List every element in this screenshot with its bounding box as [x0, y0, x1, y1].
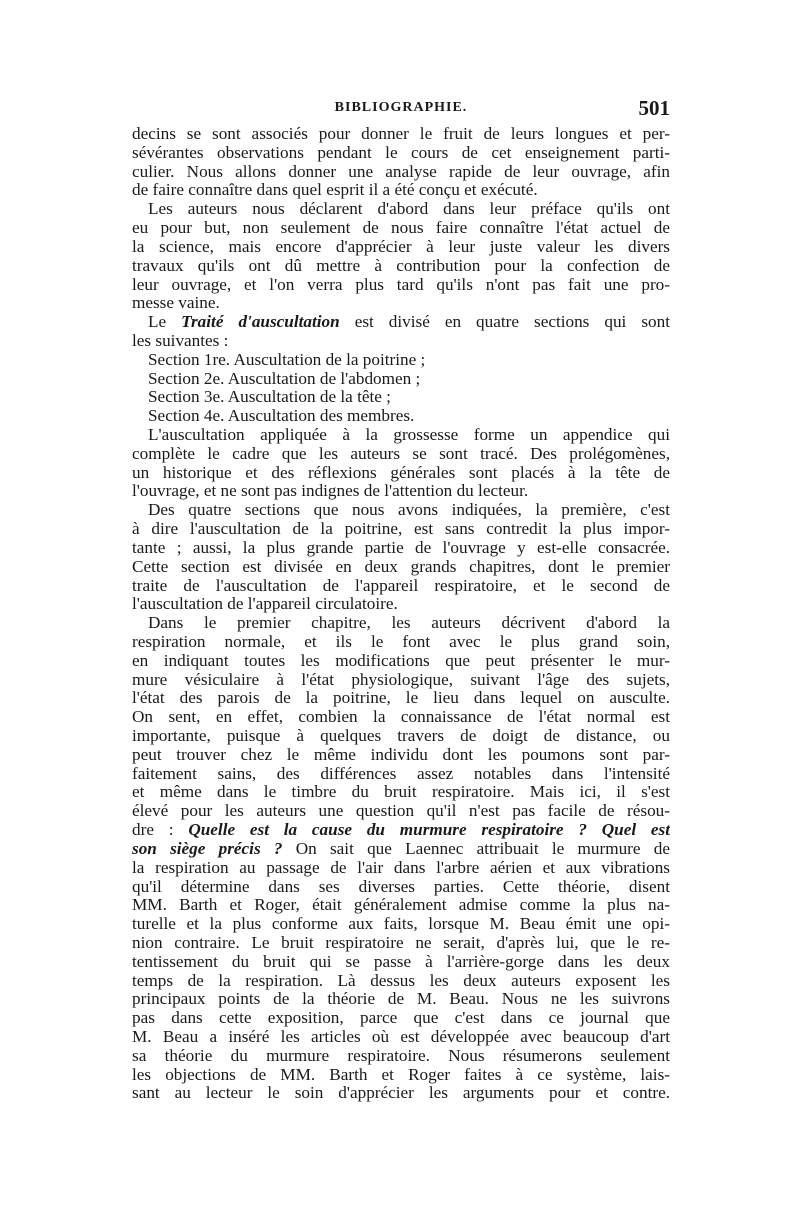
text-line: pas dans cette exposition, parce que c'est dans ce journal que	[132, 1009, 670, 1028]
book-title-italic: Traité d'auscultation	[181, 313, 340, 332]
text-line: l'état des parois de la poitrine, le lieu dans lequel on ausculte.	[132, 689, 670, 708]
text-line: mure vésiculaire à l'état physiologique, suivant l'âge des sujets,	[132, 670, 670, 689]
text-line: l'ouvrage, et ne sont pas indignes de l'attention du lecteur.	[132, 482, 529, 501]
text-line: nion contraire. Le bruit respiratoire ne serait, d'après lui, que le re-	[132, 933, 670, 952]
text-run: est divisé en quatre sections qui sont	[339, 313, 670, 332]
text-line: Dans le premier chapitre, les auteurs décrivent d'abord la	[148, 614, 670, 633]
text-line: Cette section est divisée en deux grands chapitres, dont le premier	[132, 557, 670, 576]
text-line: importante, puisque à quelques travers de doigt de distance, ou	[132, 727, 670, 745]
text-line: M. Beau a inséré les articles où est développée avec beaucoup d'art	[132, 1028, 670, 1046]
text-line: Des quatre sections que nous avons indiquées, la première, c'est	[148, 501, 670, 520]
running-head	[132, 96, 670, 120]
body-text	[132, 125, 670, 1103]
question-italic: Quelle est la cause du murmure respiratoire ? Quel est	[188, 821, 670, 840]
text-line: temps de la respiration. Là dessus les deux auteurs exposent les	[132, 971, 670, 990]
text-line: sa théorie du murmure respiratoire. Nous résumerons seulement	[132, 1046, 670, 1065]
text-line: principaux points de la théorie de M. Beau. Nous ne les suivrons	[132, 990, 670, 1009]
text-line: la respiration au passage de l'air dans l'arbre aérien et aux vibrations	[132, 858, 670, 877]
text-line: peut trouver chez le même individu dont les poumons sont par-	[132, 745, 670, 764]
text-line: L'auscultation appliquée à la grossesse forme un appendice qui	[148, 426, 670, 444]
text-line: la science, mais encore d'apprécier à leur juste valeur les divers	[132, 237, 670, 256]
page-number: 501	[638, 96, 670, 120]
text-line: un historique et des réflexions générales sont placés à la tête de	[132, 463, 670, 482]
section-line: Section 1re. Auscultation de la poitrine ;	[148, 350, 426, 369]
text-line-question	[132, 821, 670, 840]
text-line: qu'il détermine dans ses diverses parties. Cette théorie, disent	[132, 877, 670, 896]
text-line: tante ; aussi, la plus grande partie de l'ouvrage y est-elle consacrée.	[132, 538, 670, 557]
text-line: sévérantes observations pendant le cours de cet enseignement parti-	[132, 143, 670, 162]
text-line: traite de l'auscultation de l'appareil respiratoire, et le second de	[132, 576, 670, 595]
text-line: tentissement du bruit qui se passe à l'arrière-gorge dans les deux	[132, 952, 670, 971]
text-line: eu pour but, non seulement de nous faire connaître l'état actuel de	[132, 219, 670, 238]
text-run: dre :	[132, 821, 189, 840]
text-line-traite	[132, 313, 670, 332]
text-run: On sait que Laennec attribuait le murmure de	[282, 839, 670, 858]
text-line: Les auteurs nous déclarent d'abord dans leur préface qu'ils ont	[148, 200, 670, 219]
text-line: travaux qu'ils ont dû mettre à contribution pour la confection de	[132, 256, 670, 275]
text-line: sant au lecteur le soin d'apprécier les arguments pour et contre.	[132, 1084, 670, 1103]
section-line: Section 2e. Auscultation de l'abdomen ;	[148, 369, 421, 388]
text-line: On sent, en effet, combien la connaissance de l'état normal est	[132, 708, 670, 727]
text-line: de faire connaître dans quel esprit il a été conçu et exécuté.	[132, 181, 538, 200]
text-run: Le	[148, 313, 182, 332]
text-line: faitement sains, des différences assez notables dans l'intensité	[132, 764, 670, 783]
text-line: les suivantes :	[132, 331, 229, 350]
text-line: respiration normale, et ils le font avec le plus grand soin,	[132, 632, 670, 651]
text-line: decins se sont associés pour donner le fruit de leurs longues et per-	[132, 125, 670, 143]
text-line: messe vaine.	[132, 294, 220, 313]
text-line: MM. Barth et Roger, était généralement admise comme la plus na-	[132, 896, 670, 915]
text-line: à dire l'auscultation de la poitrine, est sans contredit la plus impor-	[132, 520, 670, 539]
text-line: élevé pour les auteurs une question qu'il n'est pas facile de résou-	[132, 802, 670, 821]
text-line: leur ouvrage, et l'on verra plus tard qu'ils n'ont pas fait une pro-	[132, 275, 670, 294]
section-line: Section 3e. Auscultation de la tête ;	[148, 388, 391, 407]
text-line-siege	[132, 840, 670, 859]
question-italic: son siège précis ?	[132, 839, 283, 858]
text-line: en indiquant toutes les modifications que peut présenter le mur-	[132, 651, 670, 670]
text-line: culier. Nous allons donner une analyse rapide de leur ouvrage, afin	[132, 162, 670, 181]
text-line: et même dans le timbre du bruit respiratoire. Mais ici, il s'est	[132, 783, 670, 802]
text-line: complète le cadre que les auteurs se sont tracé. Des prolégomènes,	[132, 444, 670, 463]
section-line: Section 4e. Auscultation des membres.	[148, 407, 415, 426]
text-line: les objections de MM. Barth et Roger faites à ce système, lais-	[132, 1065, 670, 1084]
text-line: l'auscultation de l'appareil circulatoire.	[132, 595, 398, 614]
text-line: turelle et la plus conforme aux faits, lorsque M. Beau émit une opi-	[132, 915, 670, 934]
running-title: BIBLIOGRAPHIE.	[334, 100, 468, 115]
